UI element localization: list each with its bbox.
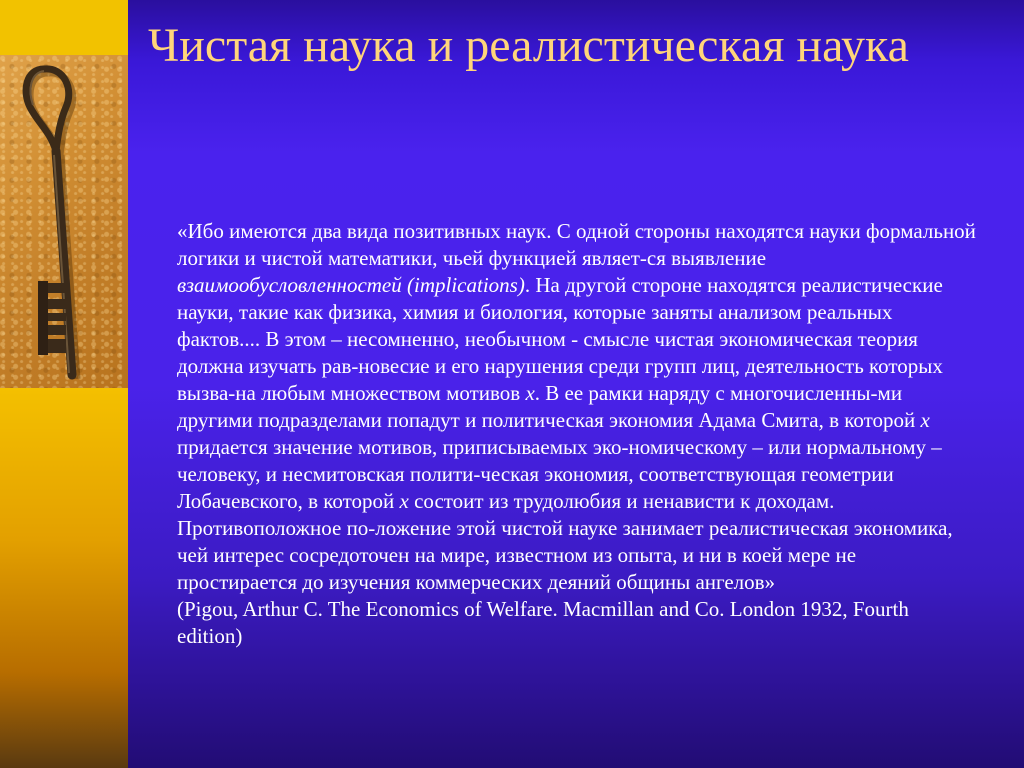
quote-paragraph [177,218,977,650]
quote-text-part4: придается значение мотивов, приписываемых эко-номическому – или нормальному – человеку, и несмитовская полити-ческая экономия, соответствующая геометрии Лобачевского, в которой [177,435,942,513]
key-photo [0,55,128,388]
quote-text-part5: состоит из трудолюбия и ненависти к доходам. Противоположное по-ложение этой чистой науке занимает реалистическая экономика, чей интерес сосредоточен на мире, известном из опыта, и ни в коей мере не простирается до изучения коммерческих деяний общины ангелов» [177,489,953,594]
left-sidebar [0,0,128,768]
variable-x: x [399,489,409,513]
bottom-gold-panel [0,388,128,768]
slide-title: Чистая наука и реалистическая наука [148,19,909,72]
quote-emphasis: взаимообусловленностей (implications) [177,273,525,297]
quote-text-part2: . На другой стороне находятся реалистические науки, такие как физика, химия и биология, которые заняты анализом реальных фактов.... В этом – несомненно, необычном - смысле чистая экономическая теория должна изучать рав-новесие и его нарушения среди групп лиц, деятельность которых вызва-на любым множеством мотивов [177,273,943,405]
variable-x: x [525,381,535,405]
top-gold-stripe [0,0,128,55]
key-icon [0,55,128,388]
quote-text-part1: «Ибо имеются два вида позитивных наук. С одной стороны находятся науки формальной логики и чистой математики, чьей функцией являет-ся выявление [177,219,976,270]
citation: (Pigou, Arthur C. The Economics of Welfare. Macmillan and Co. London 1932, Fourth edition) [177,597,909,648]
variable-x: x [920,408,930,432]
quote-text-part3: . В ее рамки наряду с многочисленны-ми другими подразделами попадут и политическая экономия Адама Смита, в которой [177,381,921,432]
